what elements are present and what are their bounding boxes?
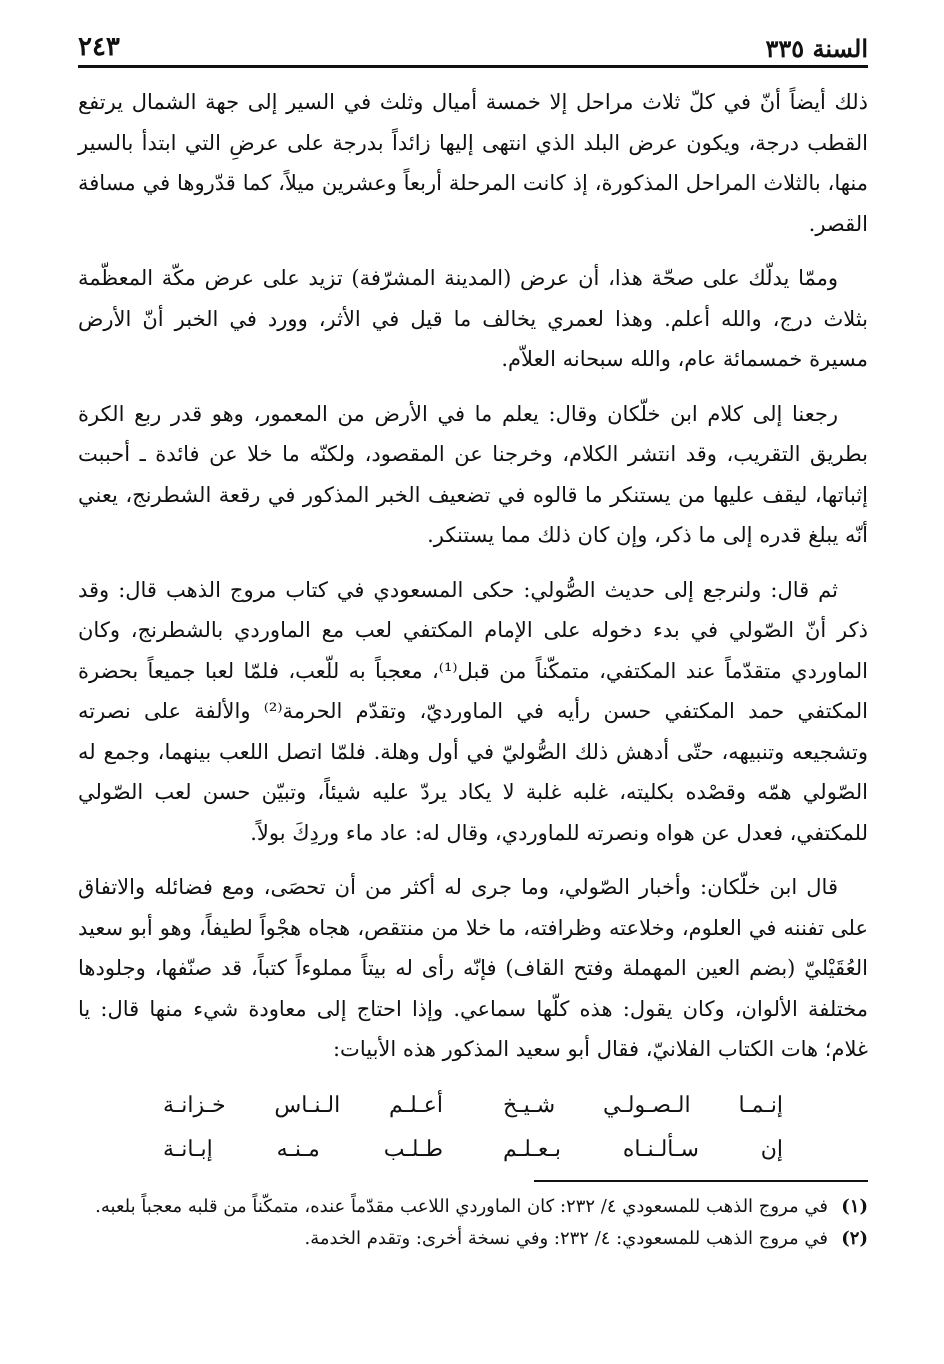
- verse-first-hemistich: إنـمـا الـصـولـي شـيـخ: [503, 1092, 783, 1118]
- footnote-text: في مروج الذهب للمسعودي: ٤/ ٢٣٢: وفي نسخة أخرى: وتقدم الخدمة.: [304, 1228, 828, 1249]
- paragraph-2: وممّا يدلّك على صحّة هذا، أن عرض (المدينة المشرّفة) تزيد على عرض مكّة المعظّمة بثلاث درج، والله أعلم. وهذا لعمري يخالف ما قيل في الأثر، وورد في الخبر أنّ الأرض مسيرة خمسمائة عام، والله سبحانه العلاّم.: [78, 266, 868, 371]
- paragraph-4: ثم قال: ولنرجع إلى حديث الصُّولي: حكى المسعودي في كتاب مروج الذهب قال: وقد ذكر أنّ الصّولي في بدء دخوله على الإمام المكتفي لعب مع الماوردي بالشطرنج، وكان الماوردي متقدّماً عند المكتفي، متمكّناً من قبل⁽¹⁾، معجباً به للّعب، فلمّا لعبا جميعاً بحضرة المكتفي حمد المكتفي حسن رأيه في الماورديّ، وتقدّم الحرمة⁽²⁾ والألفة على نصرته وتشجيعه وتنبيهه، حتّى أدهش ذلك الصُّوليّ في أول وهلة. فلمّا اتصل اللعب بينهما، وجمع له الصّولي همّه وقصْده بكليته، غلبه غلبة لا يكاد يردّ عليه شيئاً، وتبيّن حسن لعب الصّولي للمكتفي، فعدل عن هواه ونصرته للماوردي، وقال له: عاد ماء وردِكَ بولاً.: [78, 577, 868, 845]
- paragraph-1: ذلك أيضاً أنّ في كلّ ثلاث مراحل إلا خمسة أميال وثلث في السير إلى جهة الشمال يرتفع القطب درجة، ويكون عرض البلد الذي انتهى إليها زائداً بدرجة على عرضِ التي ابتدأ بالسير منها، بالثلاث المراحل المذكورة، إذ كانت المرحلة أربعاً وعشرين ميلاً، كما قدّروها في مسافة القصر.: [78, 90, 868, 236]
- footnote: [78, 1192, 868, 1222]
- paragraph-3: رجعنا إلى كلام ابن خلّكان وقال: يعلم ما في الأرض من المعمور، وهو قدر ربع الكرة بطريق التقريب، وقد انتشر الكلام، وخرجنا عن المقصود، ولكنّه ما خلا عن فائدة ـ أحببت إثباتها، ليقف عليها من يستنكر ما قالوه في تضعيف الخبر المذكور في رقعة الشطرنج، يعني أنّه يبلغ قدره إلى ما ذكر، وإن كان ذلك مما يستنكر.: [78, 401, 868, 547]
- paragraph-5: قال ابن خلّكان: وأخبار الصّولي، وما جرى له أكثر من أن تحصَى، ومع فضائله والاتفاق على تفننه في العلوم، وخلاعته وظرافته، ما خلا من منتقص، هجاه هجْواً لطيفاً، وهو أبو سعيد العُقَيْليّ (بضم العين المهملة وفتح القاف) فإنّه رأى له بيتاً مملوءاً كتباً، قد صنّفها، وجلودها مختلفة الألوان، وكان يقول: هذه كلّها سماعي. وإذا احتاج إلى معاودة شيء منها قال: يا غلام؛ هات الكتاب الفلانيّ، فقال أبو سعيد المذكور هذه الأبيات:: [78, 875, 868, 1061]
- footnote-text: في مروج الذهب للمسعودي ٤/ ٢٣٢: كان الماوردي اللاعب مقدّماً عنده، متمكّناً من قلبه معجباً بلعبه.: [95, 1196, 828, 1217]
- footnote-separator: [534, 1180, 868, 1182]
- footnotes: [78, 1192, 868, 1256]
- page-header: [78, 28, 868, 68]
- verse-second-hemistich: طـلـب مـنـه إبـانـة: [163, 1136, 443, 1162]
- footnote-number: (١): [841, 1196, 868, 1217]
- header-rule: [78, 65, 868, 68]
- poem-verse: [163, 1128, 783, 1172]
- footnote: [78, 1224, 868, 1254]
- page-number: ٢٤٣: [78, 32, 120, 62]
- running-title: السنة ٣٣٥: [765, 34, 868, 63]
- verse-first-hemistich: إن سـألـنـاه بـعـلـم: [503, 1136, 783, 1162]
- poem-verse: [163, 1084, 783, 1128]
- verse-second-hemistich: أعـلـم الـنـاس خـزانـة: [163, 1092, 443, 1118]
- poem: [163, 1084, 783, 1172]
- footnote-number: (٢): [841, 1228, 868, 1249]
- main-text: [78, 82, 868, 1172]
